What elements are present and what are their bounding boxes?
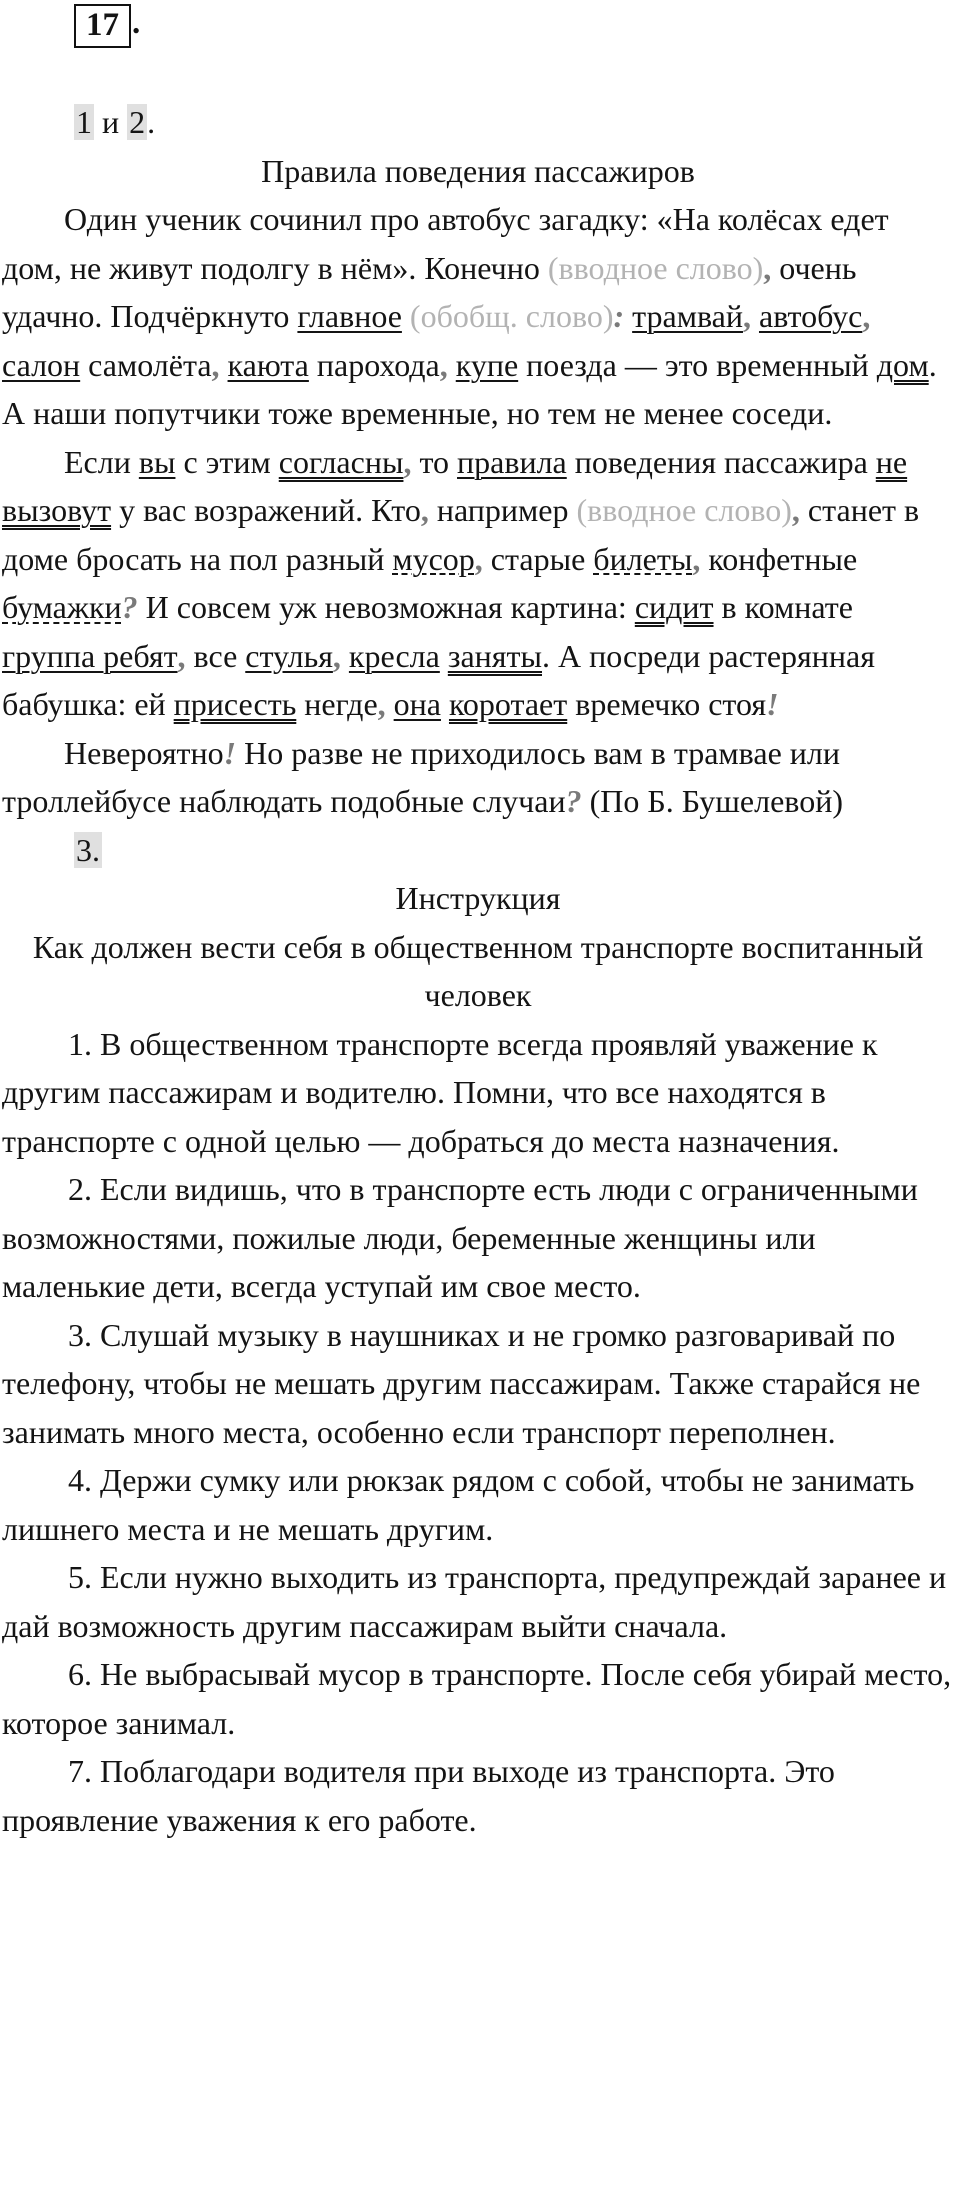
label-part-1: 1 <box>76 104 92 140</box>
dashed-underlined-word: мусор <box>392 540 475 577</box>
underlined-word: вы <box>138 443 176 480</box>
underlined-word: она <box>393 686 441 722</box>
task-number-dot: . <box>132 5 141 41</box>
instruction-item-7: 7. Поблагодари водителя при выходе из транспорта. Это проявление уважения к его работе. <box>2 1753 835 1838</box>
paragraph-1: Один ученик сочинил про автобус загадку: «На колёсах едет дом, не живут подолгу в нём». Конечно (вводное слово), очень удачно. Подчёркнуто главное (обобщ. слово): трамвай, автобус, салон самолёта, каюта парохода, купе поезда — это временный дом. А наши попутчики тоже временные, но тем не менее соседи. <box>2 201 937 431</box>
text-title: Правила поведения пассажиров <box>261 152 695 189</box>
label-part-3: 3. <box>76 831 100 868</box>
parenthetical-note: (вводное слово) <box>576 492 792 528</box>
predicate-word: заняты <box>447 637 542 674</box>
parenthetical-note: (обобщ. слово) <box>409 298 614 334</box>
paragraph-2: Если вы с этим согласны, то правила поведения пассажира не вызовут у вас возражений. Кто, например (вводное слово), станет в доме бросать на пол разный мусор, старые билеты, конфетные бумажки? И совсем уж невозможная картина: сидит в комнате группа ребят, все стулья, кресла заняты. А посреди растерянная бабушка: ей присесть негде, она коротает времечко стоя! <box>2 443 920 722</box>
instruction-item-6: 6. Не выбрасывай мусор в транспорте. После себя убирай место, которое занимал. <box>2 1656 952 1741</box>
underlined-word: кресла <box>348 637 440 674</box>
predicate-word: не вызовут <box>2 443 908 528</box>
instruction-item-2: 2. Если видишь, что в транспорте есть люди с ограниченными возможностями, пожилые люди, беременные женщины или маленькие дети, всегда уступай им свое место. <box>2 1171 918 1304</box>
instruction-subtitle: Как должен вести себя в общественном транспорте воспитанный человек <box>32 928 924 1013</box>
paragraph-3: Невероятно! Но разве не приходилось вам в трамвае или троллейбусе наблюдать подобные случаи? (По Б. Бушелевой) <box>2 734 843 819</box>
instruction-item-1: 1. В общественном транспорте всегда проявляй уважение к другим пассажирам и водителю. Помни, что все находятся в транспорте с одной целью — добраться до места назначения. <box>2 1025 878 1159</box>
predicate-word: коротает <box>448 686 568 722</box>
underlined-word: группа ребят <box>2 637 178 674</box>
underlined-word: стулья <box>245 637 333 674</box>
parenthetical-note: (вводное слово) <box>547 249 764 286</box>
instruction-list <box>2 1020 954 1845</box>
underlined-word: трамвай <box>632 298 743 334</box>
instruction-item-5: 5. Если нужно выходить из транспорта, предупреждай заранее и дай возможность другим пассажирам выйти сначала. <box>2 1559 947 1644</box>
predicate-word: согласны <box>278 443 404 480</box>
underlined-word: главное <box>297 298 402 334</box>
predicate-word: сидит <box>634 589 714 625</box>
underlined-word: каюта <box>227 346 309 383</box>
document-content <box>2 98 954 1844</box>
predicate-word: дом <box>876 346 929 383</box>
underlined-word: салон <box>2 346 81 383</box>
predicate-word: присесть <box>173 686 297 722</box>
dashed-underlined-word: билеты <box>593 540 693 577</box>
section-label-3 <box>74 826 954 875</box>
underlined-word: автобус <box>758 298 863 334</box>
instruction-item-3: 3. Слушай музыку в наушниках и не громко разговаривай по телефону, чтобы не мешать другим пассажирам. Также старайся не занимать много места, особенно если транспорт переполнен. <box>2 1316 921 1450</box>
instruction-title: Инструкция <box>395 880 561 916</box>
dashed-underlined-word: бумажки <box>2 589 122 625</box>
underlined-word: правила <box>457 443 567 480</box>
label-part-2: 2 <box>129 104 146 140</box>
instruction-item-4: 4. Держи сумку или рюкзак рядом с собой, чтобы не занимать лишнего места и не мешать другим. <box>2 1462 915 1547</box>
label-conjunction: и <box>94 104 128 140</box>
task-number-box <box>74 4 131 48</box>
task-number: 17 <box>86 7 119 43</box>
underlined-word: купе <box>455 346 519 383</box>
section-label-1-2 <box>74 98 954 147</box>
label-end: . <box>147 104 156 140</box>
